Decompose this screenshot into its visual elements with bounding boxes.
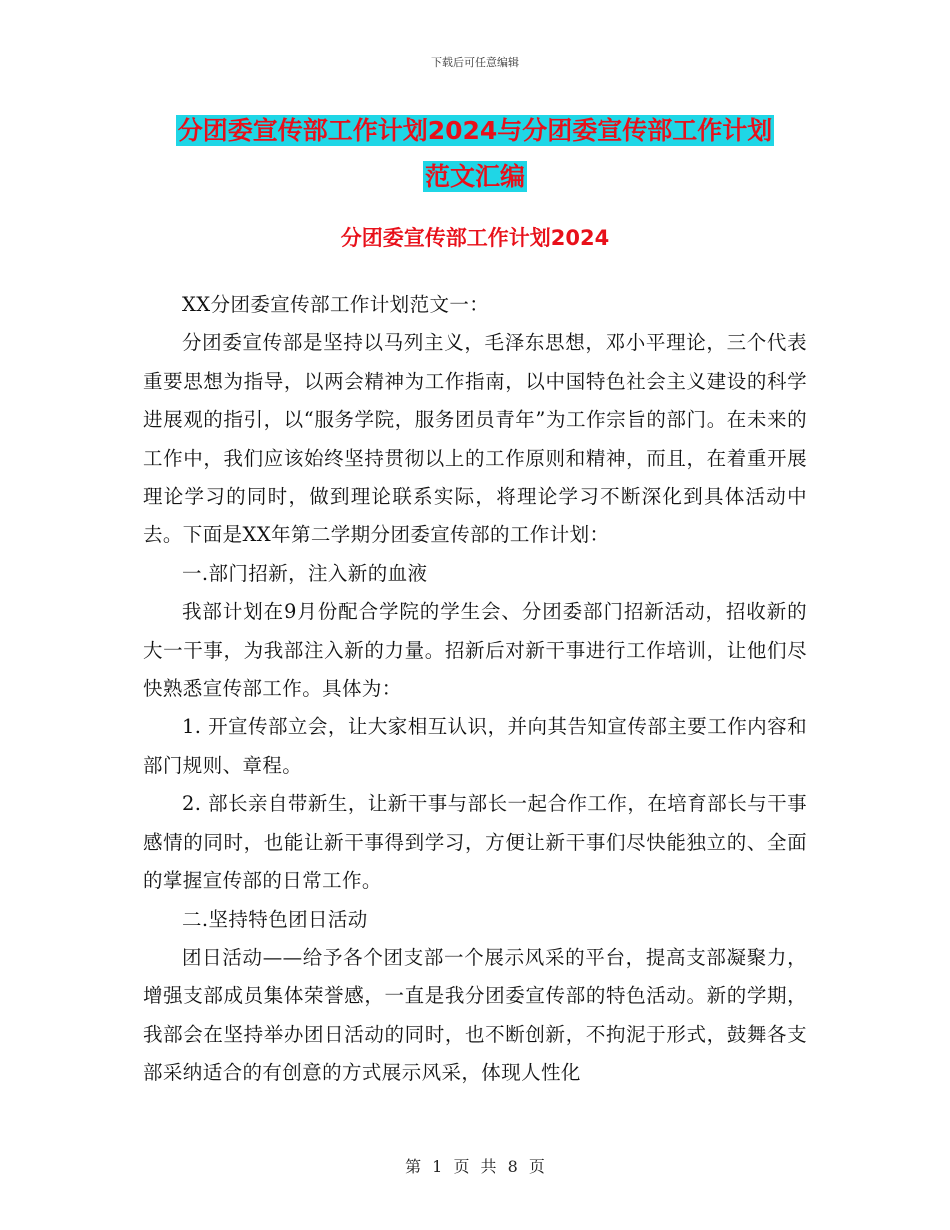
paragraph-recruitment: 我部计划在9月份配合学院的学生会、分团委部门招新活动，招收新的大一干事，为我部注入新的力量。招新后对新干事进行工作培训，让他们尽快熟悉宣传部工作。具体为： bbox=[143, 600, 807, 701]
document-title-line-2: 范文汇编 bbox=[424, 162, 525, 191]
header-note: 下载后可任意编辑 bbox=[431, 56, 519, 69]
document-title bbox=[140, 108, 810, 200]
paragraph-overview: 分团委宣传部是坚持以马列主义，毛泽东思想，邓小平理论，三个代表重要思想为指导，以两会精神为工作指南，以中国特色社会主义建设的科学进展观的指引，以“服务学院，服务团员青年”为工作宗旨的部门。在未来的工作中，我们应该始终坚持贯彻以上的工作原则和精神，而且，在着重开展理论学习的同时，做到理论联系实际，将理论学习不断深化到具体活动中去。下面是XX年第二学期分团委宣传部的工作计划： bbox=[143, 331, 807, 547]
body-text bbox=[143, 286, 807, 1093]
list-item-1: 1. 开宣传部立会，让大家相互认识，并向其告知宣传部主要工作内容和部门规则、章程。 bbox=[143, 715, 807, 777]
heading-recruitment: 一.部门招新，注入新的血液 bbox=[182, 561, 428, 585]
heading-league-day: 二.坚持特色团日活动 bbox=[182, 907, 368, 931]
list-item-2: 2. 部长亲自带新生，让新干事与部长一起合作工作，在培育部长与干事感情的同时，也能让新干事得到学习，方便让新干事们尽快能独立的、全面的掌握宣传部的日常工作。 bbox=[143, 792, 807, 893]
page-footer: 第 1 页 共 8 页 bbox=[405, 1157, 545, 1176]
document-title-line-1: 分团委宣传部工作计划2024与分团委宣传部工作计划 bbox=[177, 116, 773, 145]
section-title: 分团委宣传部工作计划2024 bbox=[340, 226, 610, 250]
paragraph-intro: XX分团委宣传部工作计划范文一： bbox=[182, 293, 490, 316]
paragraph-league-day: 团日活动——给予各个团支部一个展示风采的平台，提高支部凝聚力，增强支部成员集体荣誉感，一直是我分团委宣传部的特色活动。新的学期，我部会在坚持举办团日活动的同时，也不断创新，不拘泥于形式，鼓舞各支部采纳适合的有创意的方式展示风采，体现人性化 bbox=[143, 945, 807, 1085]
